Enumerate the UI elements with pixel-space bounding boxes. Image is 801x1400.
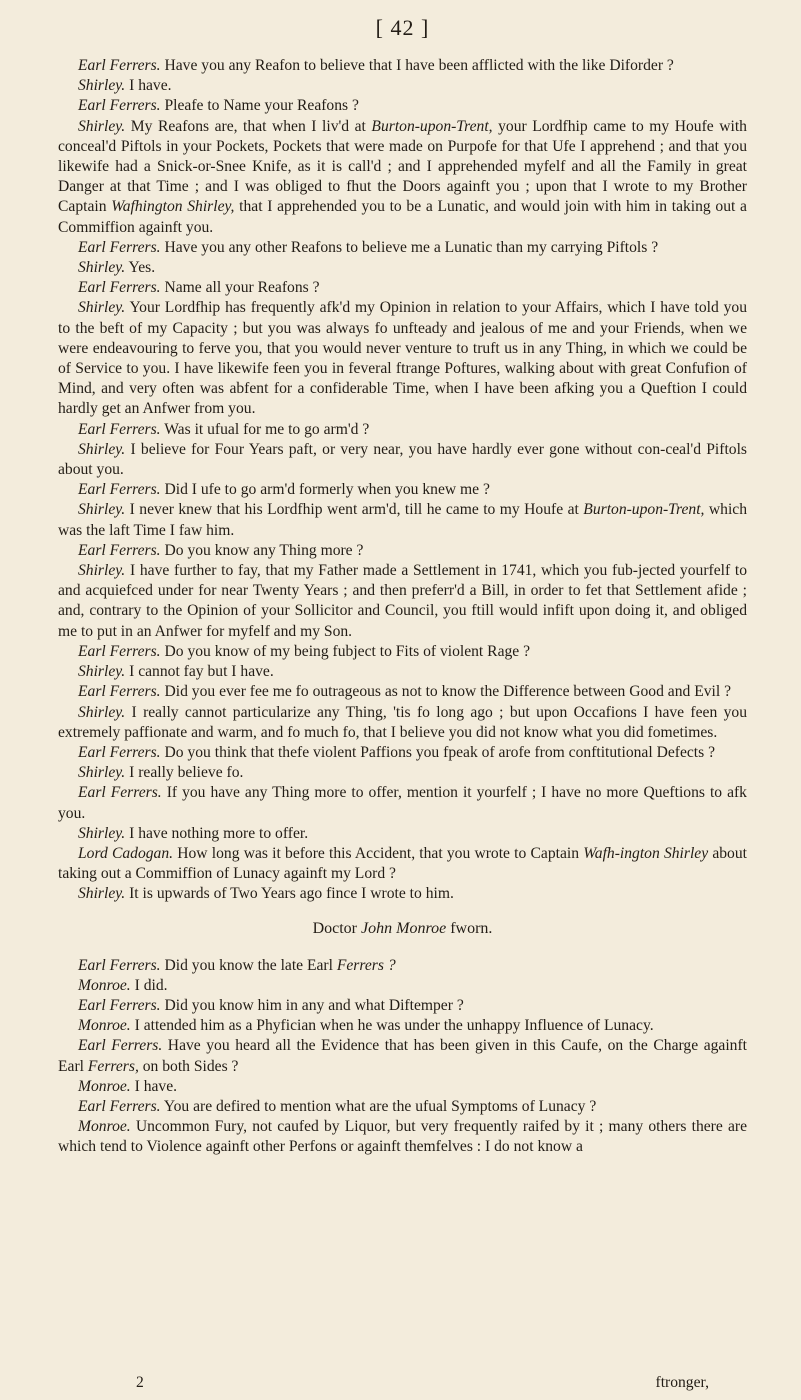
testimony-block-shirley	[58, 56, 747, 905]
speech-text: I never knew that his Lordfhip went arm'd, till he came to my Houfe at	[125, 501, 584, 519]
dialogue-entry	[58, 1097, 747, 1117]
dialogue-entry	[58, 1117, 747, 1157]
speech-text: Name all your Reafons ?	[160, 279, 320, 297]
speaker-name: Shirley.	[78, 501, 126, 519]
dialogue-entry	[58, 703, 747, 743]
speech-text: Do you know of my being fubject to Fits of violent Rage ?	[160, 642, 531, 660]
speaker-name: Shirley.	[78, 562, 126, 580]
witness-name: John Monroe	[361, 919, 447, 937]
speaker-name: Shirley.	[78, 764, 126, 782]
speech-text: You are defired to mention what are the ufual Symptoms of Lunacy ?	[160, 1097, 597, 1115]
speaker-name: Earl Ferrers.	[78, 743, 161, 761]
dialogue-entry	[58, 824, 747, 844]
speech-text: Do you think that thefe violent Paffions you fpeak of arofe from conftitutional Defects ?	[160, 743, 716, 761]
speech-text: It is upwards of Two Years ago fince I wrote to him.	[125, 885, 454, 903]
speech-text: I did.	[130, 976, 168, 994]
page-number: [ 42 ]	[375, 15, 430, 40]
speech-text: on both Sides ?	[138, 1057, 239, 1075]
dialogue-entry	[58, 117, 747, 238]
dialogue-entry	[58, 561, 747, 642]
speech-text: I have.	[130, 1077, 178, 1095]
dialogue-entry	[58, 642, 747, 662]
speaker-name: Earl Ferrers.	[78, 1037, 163, 1055]
dialogue-entry	[58, 743, 747, 763]
speaker-name: Earl Ferrers.	[78, 784, 162, 802]
speech-text: which was the laft Time I faw him.	[58, 501, 747, 539]
dialogue-entry	[58, 420, 747, 440]
speech-text: I cannot fay but I have.	[125, 663, 274, 681]
dialogue-entry	[58, 76, 747, 96]
speech-text: Have you any other Reafons to believe me a Lunatic than my carrying Piftols ?	[160, 238, 659, 256]
speech-text: Have you heard all the Evidence that has been given in this Caufe, on the Charge againft Earl	[58, 1037, 747, 1075]
speaker-name: Earl Ferrers.	[78, 57, 161, 74]
section-post: fworn.	[446, 919, 493, 937]
speech-text: I really believe fo.	[125, 764, 244, 782]
speech-text: Did you know him in any and what Diftemper ?	[160, 996, 464, 1014]
dialogue-entry	[58, 662, 747, 682]
italic-name: Burton-upon-Trent,	[583, 501, 705, 519]
speech-text: I have.	[125, 77, 172, 95]
speaker-name: Earl Ferrers.	[78, 1097, 161, 1115]
speech-text: I have further to fay, that my Father made a Settlement in 1741, which you fub-jected yourfelf to and acquiefced under for near Twenty Years ; and then preferr'd a Bill, in order to fet that Settlement afide ; and, contrary to the Opinion of your Sollicitor and Council, you ftill would infift upon doing it, and obliged me to put in an Anfwer for myfelf and my Son.	[58, 562, 747, 640]
speech-text: Do you know any Thing more ?	[160, 541, 364, 559]
speaker-name: Monroe.	[78, 1118, 131, 1136]
speech-text: Was it ufual for me to go arm'd ?	[160, 420, 370, 438]
speaker-name: Shirley.	[78, 259, 126, 277]
speaker-name: Shirley.	[78, 299, 126, 317]
dialogue-entry	[58, 1016, 747, 1036]
dialogue-entry	[58, 56, 747, 76]
speaker-name: Earl Ferrers.	[78, 683, 161, 701]
dialogue-entry	[58, 844, 747, 884]
speaker-name: Shirley.	[78, 77, 126, 95]
speech-text: Uncommon Fury, not caufed by Liquor, but very frequently raifed by it ; many others there are which tend to Violence againft other Perfons or againft themfelves : I do not know a	[58, 1118, 747, 1156]
dialogue-entry	[58, 278, 747, 298]
speaker-name: Shirley.	[78, 824, 126, 842]
speaker-name: Shirley.	[78, 663, 126, 681]
speaker-name: Monroe.	[78, 1017, 131, 1035]
italic-name: Wafhington Shirley,	[111, 198, 235, 216]
speaker-name: Shirley.	[78, 885, 126, 903]
dialogue-entry	[58, 1077, 747, 1097]
speaker-name: Earl Ferrers.	[78, 956, 161, 974]
speaker-name: Earl Ferrers.	[78, 279, 161, 297]
speech-text: Did you ever fee me fo outrageous as not to know the Difference between Good and Evil ?	[160, 683, 732, 701]
dialogue-entry	[58, 480, 747, 500]
speech-text: I attended him as a Phyfician when he was under the unhappy Influence of Lunacy.	[130, 1017, 654, 1035]
speaker-name: Shirley.	[78, 703, 126, 721]
dialogue-entry	[58, 298, 747, 419]
speech-text: Have you any Reafon to believe that I have been afflicted with the like Diforder ?	[160, 57, 674, 74]
section-heading	[58, 920, 747, 938]
speaker-name: Earl Ferrers.	[78, 420, 161, 438]
speech-text: that I apprehended you to be a Lunatic, and would join with him in taking out a Commiffion againft you.	[58, 198, 747, 236]
italic-name: Burton-upon-Trent,	[371, 117, 493, 135]
speech-text: Yes.	[125, 259, 156, 277]
speech-text: I have nothing more to offer.	[125, 824, 309, 842]
dialogue-entry	[58, 440, 747, 480]
dialogue-entry	[58, 976, 747, 996]
speech-text: Pleafe to Name your Reafons ?	[160, 97, 359, 115]
speech-text: your Lordfhip came to my Houfe with conceal'd Piftols in your Pockets, Pockets that were made on Purpofe for that Ufe I apprehend ; and that you likewife had a Snick-or-Snee Knife, as it is call'd ; and I apprehended myfelf and all the Family in great Danger at that Time ; and I was obliged to fhut the Doors againft you ; upon that I wrote to my Brother Captain	[58, 117, 747, 216]
page-footer	[58, 1374, 747, 1392]
dialogue-entry	[58, 238, 747, 258]
dialogue-entry	[58, 884, 747, 904]
speaker-name: Earl Ferrers.	[78, 996, 161, 1014]
dialogue-entry	[58, 258, 747, 278]
speech-text: Your Lordfhip has frequently afk'd my Opinion in relation to your Affairs, which I have told you to the beft of my Capacity ; but you was always fo unfteady and jealous of me and your Friends, when we were endeavouring to ferve you, that you would never venture to truft us in any Thing, in which we could be of Service to you. I have likewife feen you in feveral ftrange Poftures, walking about with great Confufion of Mind, and very often was abfent for a confiderable Time, when I have been afking you a Queftion I could hardly get an Anfwer from you.	[58, 299, 747, 418]
speech-text: If you have any Thing more to offer, mention it yourfelf ; I have no more Queftions to afk you.	[58, 784, 747, 822]
speaker-name: Earl Ferrers.	[78, 541, 161, 559]
dialogue-entry	[58, 996, 747, 1016]
speaker-name: Monroe.	[78, 1077, 131, 1095]
speech-text: about taking out a Commiffion of Lunacy againft my Lord ?	[58, 844, 747, 883]
signature-mark: 2	[136, 1374, 144, 1391]
speaker-name: Earl Ferrers.	[78, 238, 161, 256]
speaker-name: Earl Ferrers.	[78, 642, 161, 660]
speech-text: Did you know the late Earl	[160, 956, 337, 974]
speech-text: I really cannot particularize any Thing, 'tis fo long ago ; but upon Occafions I have feen you extremely paffionate and warm, and fo much fo, that I believe you did not know what you did fometimes.	[58, 703, 747, 741]
italic-name: Ferrers ?	[336, 956, 396, 974]
dialogue-entry	[58, 541, 747, 561]
dialogue-entry	[58, 763, 747, 783]
dialogue-entry	[58, 783, 747, 823]
speaker-name: Earl Ferrers.	[78, 97, 161, 115]
speech-text: My Reafons are, that when I liv'd at	[125, 117, 372, 135]
speech-text: How long was it before this Accident, that you wrote to Captain	[173, 844, 584, 862]
speech-text: I believe for Four Years paft, or very near, you have hardly ever gone without con-ceal'd Piftols about you.	[58, 440, 747, 479]
testimony-block-monroe	[58, 956, 747, 1158]
speaker-name: Monroe.	[78, 976, 131, 994]
catchword: ftronger,	[655, 1374, 709, 1391]
speaker-name: Shirley.	[78, 440, 126, 458]
speech-text: Did I ufe to go arm'd formerly when you knew me ?	[160, 481, 490, 499]
section-pre: Doctor	[312, 919, 362, 937]
dialogue-entry	[58, 682, 747, 702]
speaker-name: Shirley.	[78, 117, 126, 135]
dialogue-entry	[58, 96, 747, 116]
italic-name: Ferrers,	[87, 1057, 139, 1075]
dialogue-entry	[58, 1036, 747, 1076]
speaker-name: Earl Ferrers.	[78, 481, 161, 499]
italic-name: Wafh-ington Shirley	[583, 844, 709, 862]
dialogue-entry	[58, 956, 747, 976]
dialogue-entry	[58, 500, 747, 540]
speaker-name: Lord Cadogan.	[78, 844, 174, 862]
